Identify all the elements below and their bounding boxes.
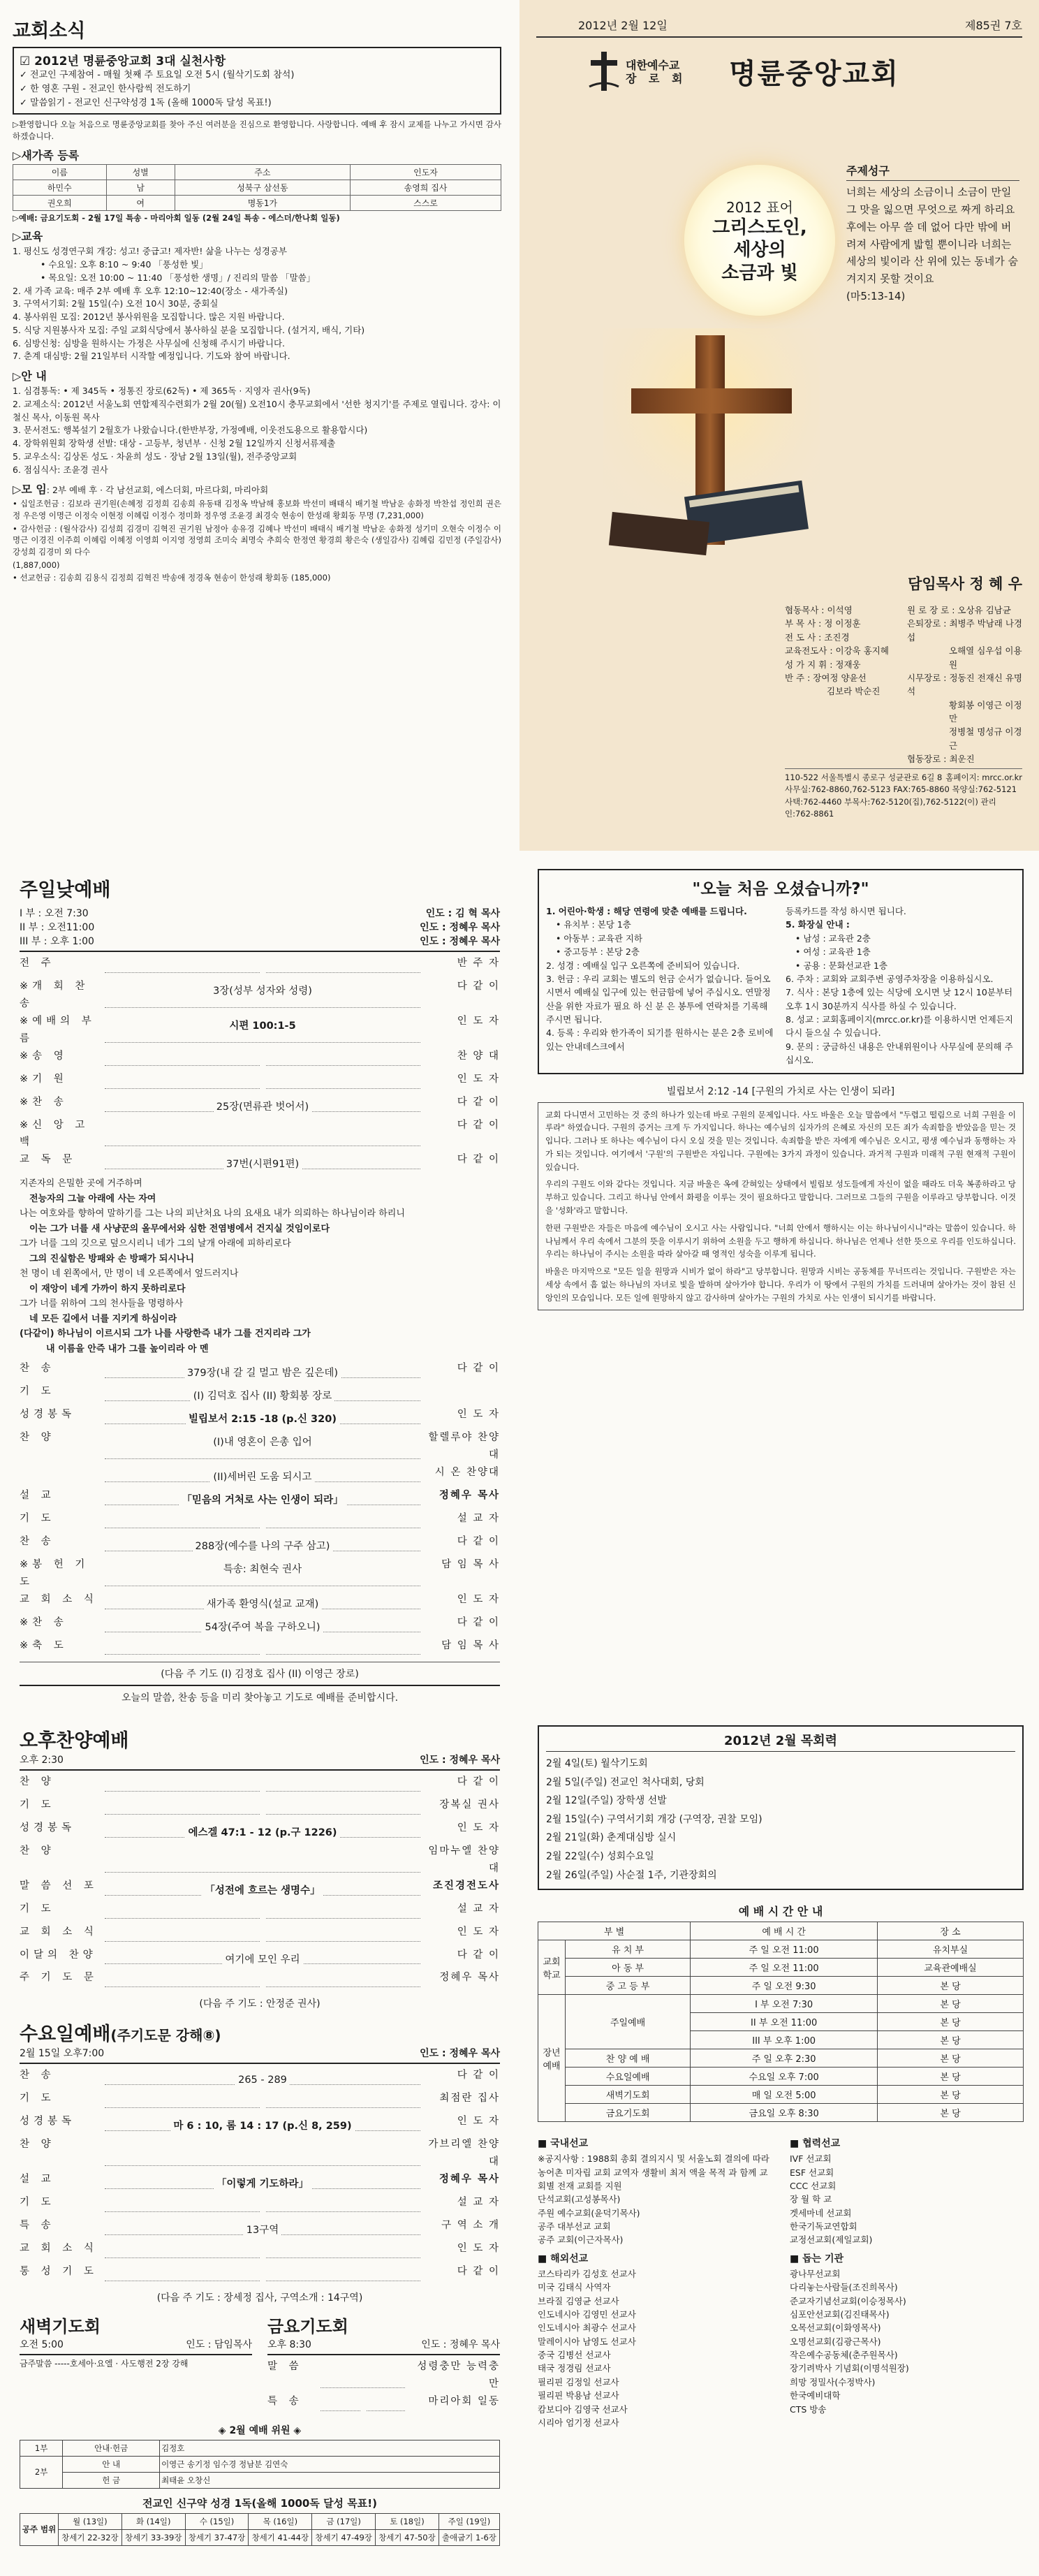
reading-goal-title: 전교인 신구약 성경 1독(올해 1000독 달성 목표!) <box>142 2496 377 2510</box>
staff-list: 담임목사 정 혜 우 협동목사 : 이석영 부 목 사 : 정 이정훈 전 도 사 : 조진경 교육전도사 : 이강욱 홍지혜 성 가 지 휘 : 정재웅 반 주 : 장여정 양윤선 김보라 박순진 원 로 장 로 : 오상유 김남균 은퇴장로 : 최병주 박남래 나경섭 오해열 심우섭 이용원 시무장로 : 정동진 전재신 유명석 황회봉 이영근 이정만 정병철 명성규 이경근 협동장로 : 최운진 <box>785 573 1022 766</box>
cover-header <box>536 17 1022 33</box>
table-row: 1부 안내·헌금 김정호 <box>20 2440 500 2456</box>
list-item: 5. 식당 지원봉사자 모집: 주일 교회식당에서 봉사하실 분을 모집합니다. (설거지, 배식, 기타) <box>13 324 365 335</box>
mission-list: • 선교헌금 : 김송희 김용식 김정희 김혁진 박송애 정경옥 현송이 한성래 황회동 (185,000) <box>13 573 331 583</box>
list-item: 교 회 소 식 새가족 환영식(설교 교재) 인 도 자 <box>20 1591 500 1614</box>
sermon-summary: 교회 다니면서 고민하는 것 중의 하나가 있는데 바로 구원의 문제입니다. 사도 바울은 오늘 말씀에서 "두렵고 떨림으로 너희 구원을 이루라" 하였습니다. 구원의 증거는 크게 두 가지입니다. 하나는 예수님의 십자가의 은혜로 자신의 모든 죄가 속죄함을 받았음을 믿는 것입니다. 그러나 또 하나는 예수님이 다시 오실 것을 믿는 것입니다. 속죄함을 받은 자에게 예수님은 오시고, 평생 예수님과 동행하는 자가 되는 것입니다. 여기에서 '구원'의 구원받은 자입니다. 구원에는 3가지 과정이 있습니다. 과거적 구원과 미래적 구원 현재적 구원이 있습니다. 우리의 구원도 이와 같다는 것입니다. 지금 바울은 옥에 갇혀있는 상태에서 빌립보 성도들에게 자신이 없을 때라도 더욱 복종하라고 당부하고 있습니다. 그리고 하나님 안에서 화평을 이루는 것이 필요하다고 말합니다. 그러므로 그들의 구원을 이루라고 당부합니다. 이것을 '성화'라고 말합니다. 한편 구원받은 자들은 마음에 예수님이 오시고 사는 사람입니다. "너희 안에서 행하시는 이는 하나님이시니"라는 말씀이 있습니다. 하나님께서 우리 속에서 그분의 뜻을 이루시기 위하여 소원을 두고 행하게 하십니다. 하나님은 언제나 선한 뜻으로 우리를 인도하십니다. 우리는 하나님이 주시는 소원을 따라 살아갈 때 영적인 성숙을 이루게 됩니다. 바울은 마지막으로 "모든 일을 원망과 시비가 없이 하라"고 당부합니다. 원망과 시비는 공동체를 무너뜨리는 것입니다. 구원받은 자는 세상 속에서 흠 없는 하나님의 자녀로 빛을 발하며 살아가야 합니다. 우리가 이 땅에서 구원의 가치를 드러내며 살아가는 것이 참된 신앙인의 모습입니다. 모든 일에 원망하지 않고 감사하며 살아가는 구원의 가치로 사는 인생이 되시기를 바랍니다. <box>538 1102 1024 1311</box>
list-item: 교 회 소 식 인 도 자 <box>20 1924 500 1947</box>
table-row: II 부 오전 11:00 본 당 <box>538 2013 1024 2031</box>
list-item: ※찬 송 25장(면류관 벗어서) 다 같 이 <box>20 1094 500 1117</box>
list-item: 기 도 장복실 권사 <box>20 1796 500 1820</box>
list-item: 찬 양 가브리엘 찬양대 <box>20 2136 500 2171</box>
sunday-service-page <box>0 851 520 1710</box>
meet-head: ▷모 임: 2부 예배 후 · 각 남선교회, 에스더회, 마르다회, 마리아회 <box>13 483 269 497</box>
list-item: 찬 양 (I)내 영혼이 은총 입어 할렐루야 찬양대 <box>20 1429 500 1464</box>
bulletin-issue: 제85권 7호 <box>965 19 1022 32</box>
list-item: 설 교 「믿음의 거처로 사는 인생이 되라」 정혜우 목사 <box>20 1487 500 1510</box>
table-row: 공주 범위 월 (13일) 화 (14일) 수 (15일) 목 (16일) 금 (17일) 토 (18일) 주일 (19일) <box>20 2513 500 2529</box>
table-row: 헌 금 최태윤 오창신 <box>20 2472 500 2488</box>
list-item: ※찬 송 54장(주여 복을 구하오니) 다 같 이 <box>20 1614 500 1637</box>
table-row: 새벽기도회 매 일 오전 5:00 본 당 <box>538 2086 1024 2104</box>
sermon-reference: 빌립보서 2:12 -14 [구원의 가치로 사는 인생이 되라] <box>666 1085 895 1097</box>
cross-logo-icon <box>587 50 621 92</box>
list-item: 기 도 최점란 집사 <box>20 2090 500 2113</box>
list-item: 3. 문서전도: 행복설기 2월호가 나왔습니다.(한반부장, 가정예배, 이웃전도용으로 활용합시다) <box>13 425 368 436</box>
list-item: 2월 22일(수) 성회수요일 <box>546 1850 654 1862</box>
order-list <box>20 1360 500 1660</box>
service-time: II 부 : 오전11:00 인도 : 정혜우 목사 <box>20 922 500 933</box>
order-list <box>20 1773 500 1992</box>
denomination: 대한예수교 장 로 회 <box>626 59 687 86</box>
edu-list <box>13 245 501 363</box>
afternoon-title: 오후찬양예배 <box>20 1730 129 1752</box>
table-row: 수요일예배 수요일 오후 7:00 본 당 <box>538 2068 1024 2086</box>
senior-pastor: 담임목사 정 혜 우 <box>908 576 1022 592</box>
list-item: ※개 회 찬 송 3장(성부 성자와 성령) 다 같 이 <box>20 978 500 1013</box>
weekday-services-page <box>0 1710 520 2576</box>
list-item: 7. 춘계 대심방: 2월 21일부터 시작할 예정입니다. 기도와 참여 바랍니다. <box>13 351 290 362</box>
practice-box <box>13 47 501 115</box>
list-item: 교 독 문 37번(시편91편) 다 같 이 <box>20 1151 500 1174</box>
table-row: III 부 오후 1:00 본 당 <box>538 2031 1024 2049</box>
practice-item: ✓ 말씀읽기 - 전교인 신구약성경 1독 (올해 1000독 달성 목표!) <box>20 98 272 109</box>
list-item: 이달의 찬양 여기에 모인 우리 다 같 이 <box>20 1947 500 1970</box>
schedule-table <box>538 1922 1024 2122</box>
cover-page <box>520 0 1039 851</box>
table-row: 장년예배 주일예배 I 부 오전 7:30 본 당 <box>538 1995 1024 2013</box>
sunday-title: 주일낮예배 <box>20 879 111 901</box>
service-team-table <box>20 2440 500 2489</box>
newcomer-table: 이름 성별 주소 인도자 하민수 남 성북구 삼선동 송영희 집사 권오희 여 명동1가 스스로 <box>13 164 501 211</box>
list-item: 성경봉독 마 6 : 10, 롬 14 : 17 (p.신 8, 259) 인 도 자 <box>20 2113 500 2136</box>
order-list <box>20 955 500 1174</box>
list-item: 기 도 설 교 자 <box>20 1510 500 1533</box>
list-item: 2월 21일(화) 춘계대심방 실시 <box>546 1832 677 1844</box>
table-row: 금요기도회 금요일 오후 8:30 본 당 <box>538 2104 1024 2122</box>
table-row: 창세기 22-32장 창세기 33-39장 창세기 37-47장 창세기 41-44장 창세기 47-49장 창세기 47-50장 출애굽기 1-6장 <box>20 2529 500 2545</box>
list-item: 말 씀 성령충만 능력충만 <box>267 2358 500 2393</box>
list-item: 4. 봉사위원 모집: 2012년 봉사위원을 모집합니다. 많은 지원 바랍니다. <box>13 312 285 323</box>
dawn-prayer: 새벽기도회 오전 5:00 인도 : 담임목사 금주말씀 -----호세아·요엘 · 사도행전 2장 강해 <box>20 2316 252 2369</box>
newcomer-head: ▷새가족 등록 <box>13 148 80 162</box>
responsive-reading: 지존자의 은밀한 곳에 거주하며 전능자의 그늘 아래에 사는 자여 나는 여호와를 향하여 말하기를 그는 나의 피난처요 나의 요새요 내가 의뢰하는 하나님이라 하리니 이는 그가 너를 새 사냥꾼의 올무에서와 심한 전염병에서 건지실 것임이로다 그가 너를 그의 깃으로 덮으시리니 네가 그의 날개 아래에 피하리로다 그의 진실함은 방패와 손 방패가 되시나니 천 명이 네 왼쪽에서, 만 명이 네 오른쪽에서 엎드러지나 이 재앙이 네게 가까이 하지 못하리로다 그가 너를 위하여 그의 천사들을 명령하사 네 모든 길에서 너를 지키게 하심이라 (다같이) 하나님이 이르시되 그가 나를 사랑한즉 내가 그를 건지리라 그가 내 이름을 안즉 내가 그를 높이리라 아 멘 <box>20 1178 405 1354</box>
list-item: 찬 송 288장(예수를 나의 구주 삼고) 다 같 이 <box>20 1533 500 1556</box>
divider <box>536 36 1022 38</box>
welcome-text: ▷환영합니다 오늘 처음으로 명륜중앙교회를 찾아 주신 여러분을 진심으로 환영합니다. 사랑합니다. 예배 후 잠시 교제를 나누고 가시면 감사하겠습니다. <box>13 119 501 142</box>
list-item: 주 기 도 문 정혜우 목사 <box>20 1969 500 1992</box>
theme-verse: 주제성구 너희는 세상의 소금이니 소금이 만일 그 맛을 잃으면 무엇으로 짜게 하리요 후에는 아무 쓸 데 없어 다만 밖에 버려져 사람에게 밟힐 뿐이니라 너희는 세상의 빛이라 산 위에 있는 동네가 숨겨지지 못할 것이요 (마5:13-14) <box>846 162 1019 305</box>
list-item: 2. 새 가족 교육: 매주 2부 예배 후 오후 12:10~12:40(장소 - 새가족실) <box>13 285 288 296</box>
first-visit-box <box>538 869 1024 1074</box>
list-item: 2월 4일(토) 월삭기도회 <box>546 1758 648 1769</box>
missions: ■ 국내선교 ※공지사항 : 1988회 총회 결의지시 및 서울노회 결의에 따라 농어촌 미자립 교회 교역자 생활비 최저 액을 목적 과 함께 교회별 전재 교회를 지원 단석교회(고성봉목사) 주원 예수교회(윤덕기목사) 공주 대부선교 교회 공주 교회(이근자목사) ■ 해외선교 코스타리카 김성호 선교사 미국 김태식 사역자 브라질 김영균 선교사 인도네시아 김영민 선교사 인도네시아 최광수 선교사 말레이시아 남영도 선교사 중국 김병선 선교사 태국 정경림 선교사 필리핀 김정일 선교사 필리핀 박용남 선교사 캄보디아 김영국 선교사 시리아 엄기정 선교사 ■ 협력선교 IVF 선교회 ESF 선교회 CCC 선교회 장 월 학 교 겟세마네 선교회 한국기독교연합회 교정선교회(제일교회) ■ 돕는 기관 광나무선교회 다리놓는사람들(조진희목사) 준교자기념선교회(이승정목사) 심포안선교회(김진태목사) 오목선교회(이화영목사) 오명선교회(김광근목사) 작은예수공동체(춘주원목사) 장기려박사 기념회(이명석원장) 희망 정밀사(수정박사) 한국예비대학 CTS 방송 <box>538 2138 909 2428</box>
bulletin-date: 2012년 2월 12일 <box>578 19 668 32</box>
list-item: 1. 심겸통독: • 제 345독 • 정통진 장로(62독) • 제 365독 · 지영자 권사(9독) <box>13 386 311 397</box>
table-row: 2부 안 내 이영근 송기정 임수경 정남분 김연숙 <box>20 2456 500 2472</box>
guide-list <box>13 385 501 476</box>
service-time: 2월 15일 오후7:00 인도 : 정혜우 목사 <box>20 2048 500 2060</box>
list-item: 기 도 설 교 자 <box>20 1901 500 1924</box>
wednesday-title: 수요일예배(주기도문 강해⑧) <box>20 2024 221 2046</box>
news-page <box>0 0 520 851</box>
visitor-guide-left: 1. 어린아·학생 : 해당 연령에 맞춘 예배를 드립니다. • 유치부 : 본당 1층 • 아동부 : 교육관 지하 • 중고등부 : 본당 2층 2. 성경 : 예배실 입구 오른쪽에 준비되어 있습니다. 3. 헌금 : 우리 교회는 별도의 헌금 순서가 없습니다. 들어오시면서 예배실 입구에 있는 헌금함에 넣어 주십시오. 연말정산을 위한 자료가 필요 하 신 분 은 봉투에 연락처를 기록해 주시면 됩니다. 4. 등록 : 우리와 한가족이 되기를 원하시는 분은 2층 로비에 있는 안내데스크에서 <box>546 906 774 1052</box>
list-item: 설 교 「이렇게 기도하라」 정혜우 목사 <box>20 2171 500 2194</box>
list-item: 찬 송 265 - 289 다 같 이 <box>20 2067 500 2090</box>
table-row: 교회학교 유 치 부 주 일 오전 11:00 유치부실 <box>538 1940 1024 1959</box>
list-item: ※축 도 담 임 목 사 <box>20 1637 500 1660</box>
list-item: 찬 양 다 같 이 <box>20 1773 500 1796</box>
list-item: 2월 12일(주일) 장학생 선발 <box>546 1795 667 1807</box>
friday-prayer: 금요기도회 오후 8:30 인도 : 정혜우 목사 말 씀 성령충만 능력충만 특 송 마리아회 일동 <box>267 2313 500 2416</box>
order-list <box>20 2067 500 2285</box>
service-time: I 부 : 오전 7:30 인도 : 김 혁 목사 <box>20 908 500 919</box>
list-item: 특 송 13구역 구 역 소 개 <box>20 2217 500 2240</box>
list-item: 성경봉독 빌립보서 2:15 -18 (p.신 320) 인 도 자 <box>20 1406 500 1429</box>
list-item: 2월 15일(수) 구역서기회 개강 (구역장, 권찰 모임) <box>546 1813 762 1825</box>
list-item: ※예배의 부름 시편 100:1-5 인 도 자 <box>20 1013 500 1048</box>
list-item: 전 주 반 주 자 <box>20 955 500 978</box>
ministry-calendar: 2012년 2월 목회력 2월 4일(토) 월삭기도회 2월 5일(주일) 전교인 척사대회, 당회 2월 12일(주일) 장학생 선발 2월 15일(수) 구역서기회 개강 (구역장, 권찰 모임) 2월 21일(화) 춘계대심방 실시 2월 22일(수) 성회수요일 2월 26일(주일) 사순절 1주, 기관장회의 <box>538 1725 1024 1890</box>
table-row: 하민수 남 성북구 삼선동 송영희 집사 <box>13 180 501 195</box>
practice-head: ☑ 2012년 명륜중앙교회 3대 실천사항 <box>20 54 226 68</box>
next-week-prayer: (다음 주 기도 : 안정준 권사) <box>199 1998 320 2010</box>
table-row: 중 고 등 부 주 일 오전 9:30 본 당 <box>538 1977 1024 1995</box>
list-item: 교 회 소 식 인 도 자 <box>20 2240 500 2263</box>
list-item: 통 성 기 도 다 같 이 <box>20 2263 500 2286</box>
cross-bible-illustration <box>603 328 820 559</box>
homepage-link[interactable]: 홈페이지: mrcc.or.kr <box>945 773 1022 782</box>
list-item: 1. 평신도 성경연구회 개강: 성고! 중급고! 제자반! 삶을 나누는 성경공부 <box>13 246 287 257</box>
list-item: ※기 원 인 도 자 <box>20 1071 500 1094</box>
tithe-list: • 십일조헌금 : 김보라 권기원(손혜정 김정희 김송희 유동태 김정옥 박남해 홍보화 박선미 배태식 배기철 박남운 송화정 박찬섭 정인희 권은정 우은영 이명근 이정숙 이현정 이혜림 이정수 정미화 정우영 조윤경 최경숙 현송이 한성래 황회동 무명 (7,231,000) <box>13 499 501 521</box>
list-item: 특 송 마리아회 일동 <box>267 2393 500 2416</box>
list-item: 6. 점심식사: 조윤경 권사 <box>13 464 108 475</box>
list-item: 말 씀 선 포 「성전에 흐르는 생명수」 조진경전도사 <box>20 1878 500 1901</box>
table-row: 아 동 부 주 일 오전 11:00 교육관예배실 <box>538 1959 1024 1977</box>
list-item: (II)세버린 도움 되시고 시 온 찬양대 <box>20 1464 500 1487</box>
theme-badge: 2012 표어 그리스도인, 세상의 소금과 빛 <box>684 165 835 316</box>
first-visit-title: "오늘 처음 오셨습니까?" <box>692 880 869 898</box>
list-item: 2월 26일(주일) 사순절 1주, 기관장회의 <box>546 1869 717 1881</box>
list-item: 찬 양 임마누엘 찬양대 <box>20 1843 500 1878</box>
list-item: 6. 심방신청: 심방을 원하시는 가정은 사무실에 신청해 주시기 바랍니다. <box>13 337 285 349</box>
list-item: 3. 구역서기회: 2월 15일(수) 오전 10시 30분, 중회실 <box>13 298 219 309</box>
practice-item: ✓ 한 영혼 구원 - 전교인 한사람씩 전도하기 <box>20 84 191 95</box>
visitor-guide-right: 등록카드를 작성 하시면 됩니다. 5. 화장실 안내 : • 남성 : 교육관 2층 • 여성 : 교육관 1층 • 공용 : 문화선교관 1층 6. 주차 : 교회와 교회주변 공영주차장을 이용하십시오. 7. 식사 : 본당 1층에 있는 식당에 오시면 낮 12시 10분부터 오후 1시 30분까지 식사를 하실 수 있습니다. 8. 성교 : 교회홈페이지(mrcc.or.kr)를 이용하시면 언제든지 다시 들으실 수 있습니다. 9. 문의 : 궁금하신 내용은 안내위원이나 사무실에 문의해 주십시오. <box>786 906 1013 1066</box>
table-row: 부 별 예 배 시 간 장 소 <box>538 1922 1024 1940</box>
church-name: 명륜중앙교회 <box>729 58 899 90</box>
list-item: 2. 교제소식: 2012년 서울노회 연합제직수련회가 2월 20(월) 오전10시 충무교회에서 '선한 청지기'를 주제로 열립니다. 강사: 이철신 목사, 이동원 목사 <box>13 398 501 423</box>
schedule-title: 예 배 시 간 안 내 <box>738 1905 823 1919</box>
list-item: • 목요일: 오전 10:00 ~ 11:40 「풍성한 생명」/ 진리의 말씀 「말씀」 <box>40 272 316 283</box>
thanks-list: • 감사헌금 : (월삭감사) 김성희 김경미 김혁진 권기원 남정아 송유경 김혜나 박선미 배태식 배기철 박남운 송화정 성기미 오현숙 이정수 이명근 이경진 이주희 이혜림 이혜정 이영희 이지영 정영희 조미숙 최명숙 추희숙 한정연 황경희 황은숙 (생일감사) 김혜림 김민정 (주일감사) 강성희 김경미 외 다수 <box>13 523 501 557</box>
list-item: • 수요일: 오후 8:10 ~ 9:40 「풍성한 빛」 <box>40 259 208 270</box>
service-time: 오후 2:30 인도 : 정혜우 목사 <box>20 1755 500 1766</box>
list-item: 기 도 (I) 김덕호 집사 (II) 황회봉 장로 <box>20 1383 500 1406</box>
service-team-head: ◈ 2월 예배 위원 ◈ <box>218 2424 302 2436</box>
welcome-page <box>520 851 1039 1710</box>
total-offering: (1,887,000) <box>13 559 60 570</box>
service-time: III 부 : 오후 1:00 인도 : 정혜우 목사 <box>20 936 500 947</box>
worship-line: ▷예배: 금요기도회 - 2월 17일 특송 - 마리아회 일동 (2월 24일 특송 - 에스더/한나회 일동) <box>13 212 340 223</box>
practice-item: ✓ 전교인 구제참여 - 매월 첫째 주 토요일 오전 5시 (월삭기도회 참석) <box>20 70 295 80</box>
list-item: 4. 장학위원회 장학생 선발: 대상 - 고등부, 청년부 · 신청 2월 12일까지 신청서류제출 <box>13 438 336 449</box>
list-item: ※봉 헌 기 도 특송: 최현숙 권사 담 임 목 사 <box>20 1556 500 1591</box>
list-item: 성경봉독 에스겔 47:1 - 12 (p.구 1226) 인 도 자 <box>20 1820 500 1843</box>
list-item: ※신 앙 고 백 다 같 이 <box>20 1117 500 1152</box>
list-item: 기 도 설 교 자 <box>20 2194 500 2217</box>
list-item: 2월 5일(주일) 전교인 척사대회, 당회 <box>546 1776 705 1788</box>
church-address: 110-522 서울특별시 종로구 성균관로 6길 8 홈페이지: mrcc.or.kr 사무실:762-8860,762-5123 FAX:765-8860 목양실:762-5121 사택:762-4460 부목사:762-5120(집),762-5122(이) 관리인:762-8861 <box>785 768 1022 820</box>
table-row: 찬 양 예 배 주 일 오후 2:30 본 당 <box>538 2049 1024 2068</box>
guide-head: ▷안 내 <box>13 369 47 383</box>
reading-plan-table <box>20 2513 500 2546</box>
list-item: ※송 영 찬 양 대 <box>20 1048 500 1071</box>
list-item: 찬 송 379장(내 갈 길 멀고 밤은 깊은데) 다 같 이 <box>20 1360 500 1383</box>
prep-note: 오늘의 말씀, 찬송 등을 미리 찾아놓고 기도로 예배를 준비합시다. <box>121 1692 399 1704</box>
schedule-page <box>520 1710 1039 2576</box>
next-week-prayer: (다음 주 기도 (I) 김정호 집사 (II) 이영근 장로) <box>161 1669 359 1681</box>
table-row: 권오희 여 명동1가 스스로 <box>13 195 501 210</box>
edu-head: ▷교육 <box>13 230 43 244</box>
news-title: 교회소식 <box>13 20 86 42</box>
list-item: 5. 교우소식: 김상돈 성도 · 차윤희 성도 · 장남 2월 13일(월), 전주중앙교회 <box>13 451 297 462</box>
next-week-prayer: (다음 주 기도 : 장세정 집사, 구역소개 : 14구역) <box>156 2292 363 2304</box>
